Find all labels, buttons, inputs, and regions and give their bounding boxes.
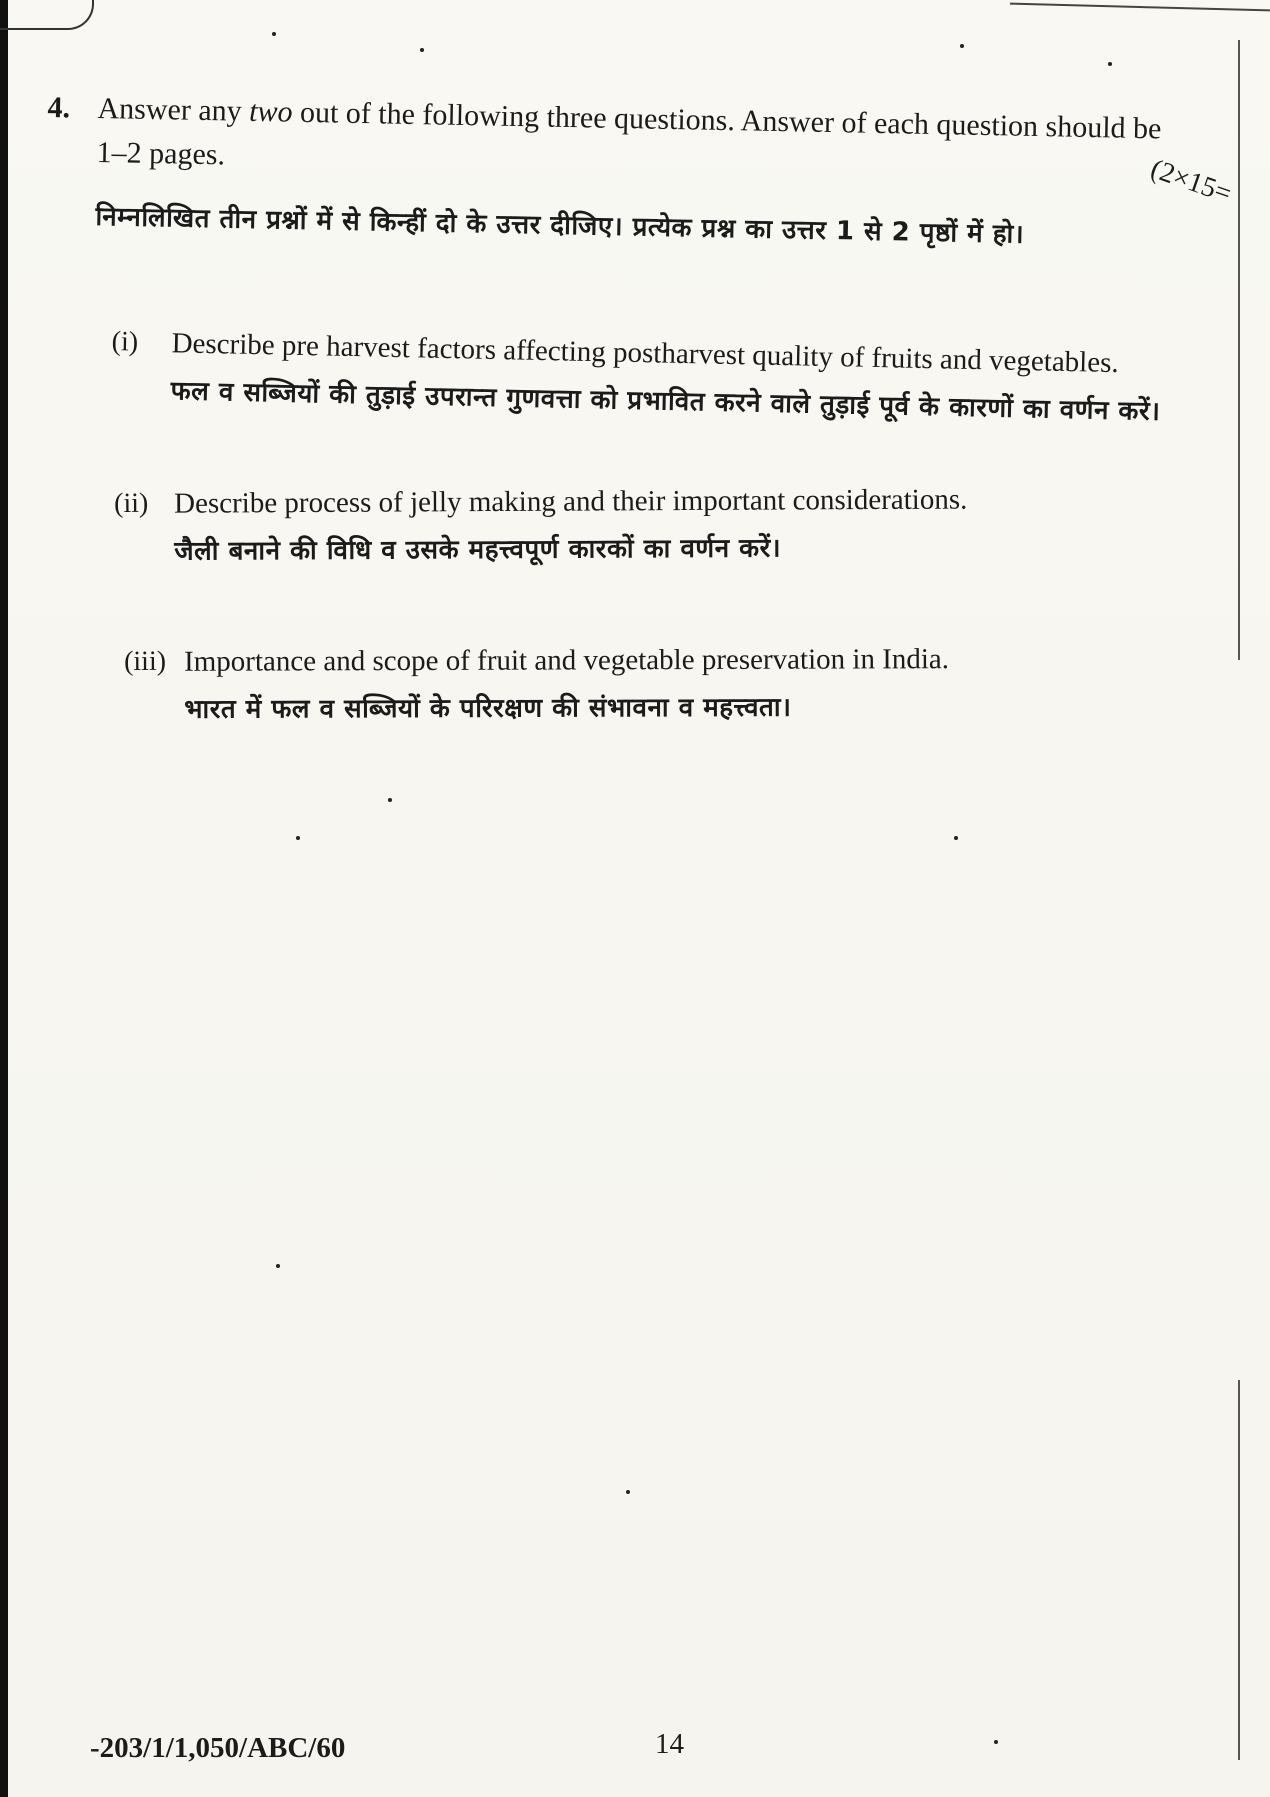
instruction-emphasis: two xyxy=(248,94,293,129)
subquestion-i xyxy=(111,326,1270,427)
scan-spine-shadow xyxy=(0,0,8,1797)
scan-speck xyxy=(296,836,300,840)
question-4-instruction-en-line2: 1–2 pages. xyxy=(96,135,226,172)
subquestion-text-hi: फल व सब्जियों की तुड़ाई उपरान्त गुणवत्ता को प्रभावित करने वाले तुड़ाई पूर्व के कारणों का वर्णन करें। xyxy=(170,376,1161,427)
page-number: 14 xyxy=(655,1728,684,1760)
subquestion-ii xyxy=(114,482,1270,567)
question-4-block xyxy=(46,86,1270,250)
question-marks: (2×15= xyxy=(1146,153,1236,210)
subquestion-text-en: Describe pre harvest factors affecting postharvest quality of fruits and vegetables. xyxy=(171,327,1120,380)
right-edge-line xyxy=(1238,1380,1240,1760)
top-edge-line xyxy=(1010,3,1270,12)
scan-speck xyxy=(388,798,392,802)
scan-speck xyxy=(954,836,958,840)
subquestion-text-hi: जैली बनाने की विधि व उसके महत्त्वपूर्ण कारकों का वर्णन करें। xyxy=(174,533,782,567)
subquestion-label: (ii) xyxy=(114,487,149,519)
subquestion-label: (i) xyxy=(111,326,139,358)
scan-speck xyxy=(276,1264,280,1268)
instruction-part1: Answer any xyxy=(97,91,250,128)
scan-speck xyxy=(1108,62,1112,66)
scan-speck xyxy=(626,1490,630,1494)
paper-code: -203/1/1,050/ABC/60 xyxy=(90,1732,346,1764)
page-corner-curl xyxy=(0,0,94,30)
instruction-part2: out of the following three questions. Answer of each question should be xyxy=(292,95,1162,146)
scan-speck xyxy=(420,48,424,52)
scan-speck xyxy=(960,44,964,48)
subquestion-iii xyxy=(124,642,1270,725)
subquestion-text-en: Describe process of jelly making and their important considerations. xyxy=(173,483,968,520)
subquestion-label: (iii) xyxy=(124,645,167,677)
subquestion-text-hi: भारत में फल व सब्जियों के परिरक्षण की संभावना व महत्त्वता। xyxy=(184,692,792,725)
scan-speck xyxy=(994,1740,998,1744)
question-number: 4. xyxy=(47,90,71,125)
subquestion-text-en: Importance and scope of fruit and vegetable preservation in India. xyxy=(183,643,950,678)
scan-speck xyxy=(272,32,276,36)
question-4-instruction-hi: निम्नलिखित तीन प्रश्नों में से किन्हीं दो के उत्तर दीजिए। प्रत्येक प्रश्न का उत्तर 1 से 2 पृष्ठों में हो। xyxy=(95,201,1025,250)
